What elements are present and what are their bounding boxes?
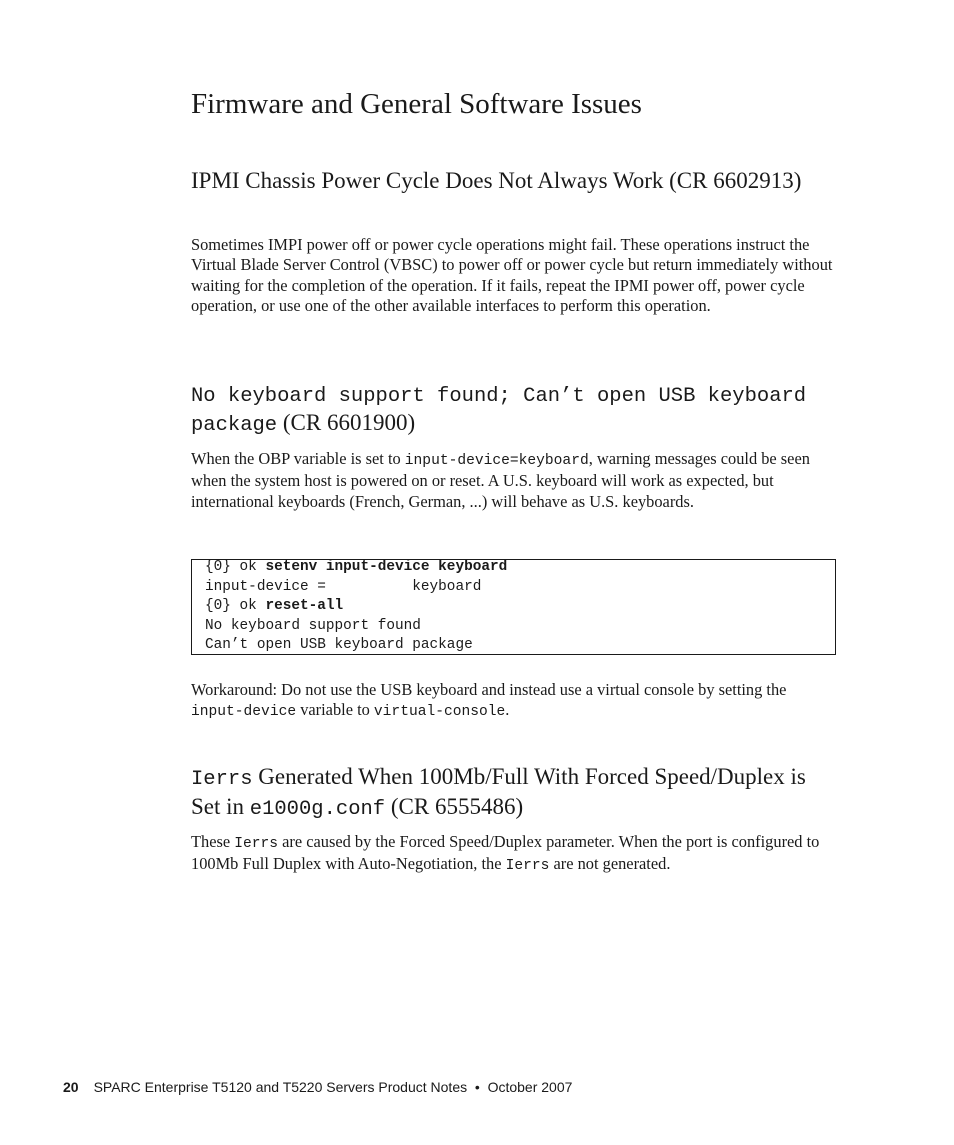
code-prompt: {0} ok bbox=[205, 598, 266, 615]
body-text: Workaround: Do not use the USB keyboard and instead use a virtual console by setting the bbox=[191, 680, 787, 699]
section-heading-keyboard bbox=[191, 381, 811, 439]
section-body-keyboard bbox=[191, 449, 839, 512]
body-text: , warning messages could be seen when the system host is powered on or reset. A U.S. keyboard will work as expected, but international keyboards (French, German, ...) will behave as U.S. keyboards. bbox=[191, 449, 810, 511]
heading-text: (CR 6555486) bbox=[385, 794, 524, 819]
code-command: reset-all bbox=[265, 598, 344, 615]
code-command: setenv input-device keyboard bbox=[265, 559, 508, 575]
heading-code-text: No keyboard support found; Can’t open USB keyboard package bbox=[191, 385, 807, 437]
heading-code-text: e1000g.conf bbox=[249, 798, 386, 821]
code-line: Can’t open USB keyboard package bbox=[205, 637, 473, 654]
section-body-ierrs bbox=[191, 832, 839, 877]
heading-code-text: Ierrs bbox=[191, 768, 253, 791]
page-number: 20 bbox=[63, 1079, 79, 1095]
page-title: Firmware and General Software Issues bbox=[191, 88, 642, 120]
code-prompt: {0} ok bbox=[205, 559, 266, 575]
body-text: . bbox=[505, 700, 510, 720]
heading-cr-text: (CR 6601900) bbox=[277, 410, 416, 435]
body-text: are not generated. bbox=[549, 854, 671, 874]
section-heading-ierrs bbox=[191, 763, 811, 823]
inline-code: input-device bbox=[191, 704, 297, 721]
code-line: input-device = keyboard bbox=[205, 578, 482, 595]
body-text: When the OBP variable is set to bbox=[191, 449, 405, 468]
workaround-paragraph bbox=[191, 680, 839, 723]
heading-text: Generated When 100Mb/Full With Forced Speed/Duplex is Set in bbox=[191, 764, 806, 819]
code-example-box bbox=[191, 559, 836, 655]
code-line bbox=[205, 597, 835, 617]
body-text: are caused by the Forced Speed/Duplex parameter. When the port is configured to 100Mb Full Duplex with Auto-Negotiation, the bbox=[191, 832, 820, 874]
page-footer bbox=[63, 1078, 572, 1096]
body-text: These bbox=[191, 832, 235, 851]
inline-code: virtual-console bbox=[373, 704, 506, 721]
code-line: No keyboard support found bbox=[205, 617, 421, 634]
section-heading-ipmi: IPMI Chassis Power Cycle Does Not Always Work (CR 6602913) bbox=[191, 168, 802, 193]
section-body-ipmi: Sometimes IMPI power off or power cycle operations might fail. These operations instruct the Virtual Blade Server Control (VBSC) to power off or power cycle but return immediately without waiting for the completion of the operation. If it fails, repeat the IPMI power off, power cycle operation, or use one of the other available interfaces to perform this operation. bbox=[191, 235, 833, 316]
footer-text: SPARC Enterprise T5120 and T5220 Servers Product Notes • October 2007 bbox=[93, 1079, 573, 1095]
body-text: variable to bbox=[296, 700, 374, 720]
inline-code: Ierrs bbox=[505, 858, 550, 875]
inline-code: Ierrs bbox=[234, 836, 279, 852]
inline-code: input-device=keyboard bbox=[404, 453, 589, 469]
code-line bbox=[205, 558, 835, 578]
